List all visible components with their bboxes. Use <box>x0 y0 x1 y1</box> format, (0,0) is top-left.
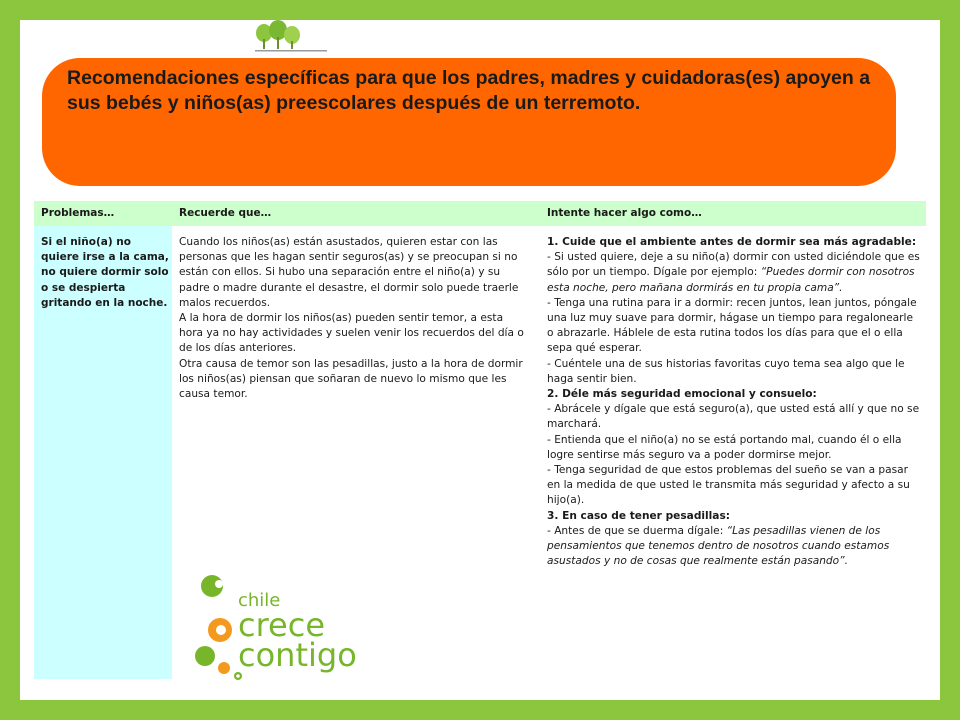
section-3-title: 3. En caso de tener pesadillas: <box>547 509 730 522</box>
header-remember: Recuerde que… <box>179 207 272 219</box>
page-title: Recomendaciones específicas para que los padres, madres y cuidadoras(es) apoyen a sus bebés y niños(as) preescolares después de un terremoto. <box>67 67 871 114</box>
trees-logo-icon <box>237 20 333 56</box>
section-1-item <box>547 250 922 296</box>
remember-cell <box>179 235 529 402</box>
remember-paragraph: Otra causa de temor son las pesadillas, justo a la hora de dormir los niños(as) piensan que soñaran de nuevo lo mismo que les causa temor. <box>179 357 523 401</box>
section-1-title: 1. Cuide que el ambiente antes de dormir sea más agradable: <box>547 236 917 248</box>
section-2-title: 2. Déle más seguridad emocional y consuelo: <box>547 388 817 401</box>
section-3-item <box>547 524 922 570</box>
section-1-item-text: - Si usted quiere, deje a su niño(a) dormir con usted diciéndole que es sólo por un tiempo. Dígale por ejemplo: <box>547 251 920 279</box>
section-2-item: - Entienda que el niño(a) no se está portando mal, cuando él o ella logre sentirse más seguro va a poder dormirse mejor. <box>547 433 902 461</box>
problem-cell: Si el niño(a) no quiere irse a la cama, no quiere dormir solo o se despierta gritando en la noche. <box>41 236 169 309</box>
remember-paragraph: A la hora de dormir los niños(as) pueden sentir temor, a esta hora ya no hay actividades y suelen venir los recuerdos del día o de los días anteriores. <box>179 312 524 355</box>
logo-word-crece: crece <box>238 606 326 644</box>
section-1-item: - Cuéntele una de sus historias favoritas cuyo tema sea algo que le haga sentir bien. <box>547 357 905 385</box>
slide <box>20 20 940 700</box>
section-3-item-text: - Antes de que se duerma dígale: <box>547 524 724 537</box>
header-problems: Problemas… <box>41 207 115 219</box>
logo-word-chile: chile <box>238 590 281 611</box>
section-2-item: - Tenga seguridad de que estos problemas del sueño se van a pasar en la medida de que usted le transmita más seguridad y afecto a su hijo(a). <box>547 464 910 507</box>
table-header-row <box>34 201 926 226</box>
remember-paragraph: Cuando los niños(as) están asustados, quieren estar con las personas que les hagan sentir seguros(as) y se preocupan si no están con ellos. Si hubo una separación entre el niño(a) y su padre o madre durante el desastre, el dormir solo puede traerle malos recuerdos. <box>179 236 519 309</box>
section-1-item-quote: “Puedes dormir con nosotros esta noche, pero mañana dormirás en tu propia cama”. <box>547 266 915 294</box>
section-3-item-quote: “Las pesadillas vienen de los pensamientos que tenemos dentro de nosotros cuando estamos asustados y no de cosas que realmente están pasando”. <box>547 524 890 568</box>
logo-word-contigo: contigo <box>238 636 357 674</box>
title-banner <box>42 58 896 186</box>
chile-crece-contigo-logo <box>190 568 360 698</box>
section-2-item: - Abrácele y dígale que está seguro(a), que usted está allí y que no se marchará. <box>547 403 920 431</box>
section-1-item: - Tenga una rutina para ir a dormir: recen juntos, lean juntos, póngale una luz muy suave para dormir, hágase un tiempo para regalonearle o abrazarle. Háblele de esta rutina todos los días para que el o ella sepa qué esperar. <box>547 296 917 355</box>
recommendations-table <box>34 201 926 679</box>
header-try: Intente hacer algo como… <box>547 207 702 219</box>
try-cell <box>547 235 922 569</box>
